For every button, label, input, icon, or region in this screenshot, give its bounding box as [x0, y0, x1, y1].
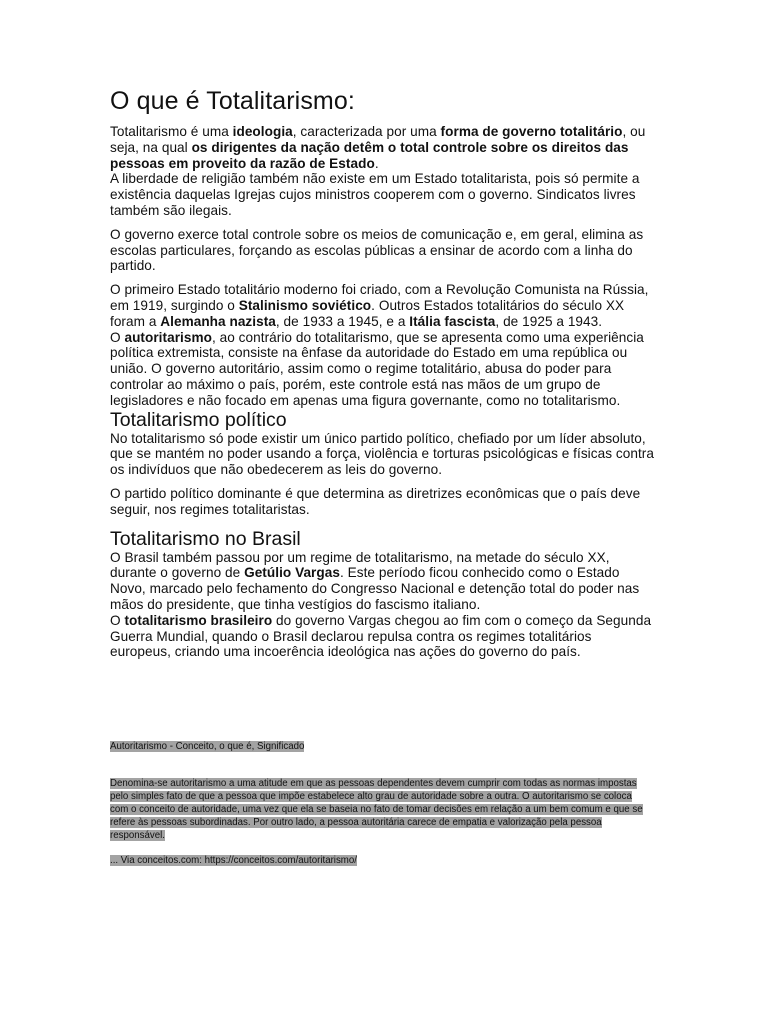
section-heading-politico: Totalitarismo político	[110, 408, 287, 431]
bold-term: Getúlio Vargas	[244, 565, 340, 581]
bold-term: forma de governo totalitário	[440, 124, 623, 139]
excerpt-source-link[interactable]: ... Via conceitos.com: https://conceitos.com/autoritarismo/	[110, 855, 357, 866]
intro-paragraph-2: A liberdade de religião também não existe em um Estado totalitarista, pois só permite a existência daquelas Igrejas cujos ministros cooperem com o governo. Sindicatos livres também são ilegais.	[110, 171, 640, 218]
bold-term: totalitarismo brasileiro	[124, 612, 273, 628]
bold-term: Stalinismo soviético	[238, 297, 372, 313]
intro-paragraph-5: O autoritarismo, ao contrário do totalitarismo, que se apresenta como uma experiência política extremista, consiste na ênfase da autoridade do Estado em uma república ou união. O governo autoritário, assim como o regime totalitário, abusa do poder para controlar ao máximo o país, porém, este controle está nas mãos de um grupo de legisladores e não focado em apenas uma figura governante, como no totalitarismo.	[110, 329, 644, 408]
section-heading-brasil: Totalitarismo no Brasil	[110, 527, 301, 550]
excerpt-source-block	[110, 854, 650, 867]
bold-term: Alemanha nazista	[160, 313, 276, 329]
bold-term: autoritarismo	[124, 329, 212, 345]
excerpt-title-block	[110, 740, 650, 753]
bold-term: os dirigentes da nação detêm o total controle sobre os direitos das pessoas em proveito da razão de Estado	[110, 139, 629, 171]
bold-term: Itália fascista	[409, 313, 496, 329]
brasil-paragraph-2: O totalitarismo brasileiro do governo Vargas chegou ao fim com o começo da Segunda Guerra Mundial, quando o Brasil declarou repulsa contra os regimes totalitários europeus, criando uma incoerência ideológica nas ações do governo do país.	[110, 612, 652, 660]
page-title: O que é Totalitarismo:	[110, 87, 355, 115]
intro-paragraph-3: O governo exerce total controle sobre os meios de comunicação e, em geral, elimina as escolas particulares, forçando as escolas públicas a ensinar de acordo com a linha do partido.	[110, 226, 644, 274]
politico-paragraph-1: No totalitarismo só pode existir um único partido político, chefiado por um líder absoluto, que se mantém no poder usando a força, violência e torturas psicológicas e físicas contra os indivíduos que não obedecerem as leis do governo.	[110, 430, 654, 478]
bold-term: ideologia	[232, 124, 293, 139]
politico-paragraph-2: O partido político dominante é que determina as diretrizes econômicas que o país deve seguir, nos regimes totalitaristas.	[110, 485, 641, 517]
excerpt-body-block	[110, 777, 650, 842]
excerpt-title: Autoritarismo - Conceito, o que é, Significado	[110, 741, 305, 752]
document-page	[110, 86, 655, 660]
brasil-paragraph-1: O Brasil também passou por um regime de totalitarismo, na metade do século XX, durante o governo de Getúlio Vargas. Este período ficou conhecido como o Estado Novo, marcado pelo fechamento do Congresso Nacional e detenção total do poder nas mãos do presidente, que tinha vestígios do fascismo italiano.	[110, 549, 640, 612]
intro-paragraph-1: Totalitarismo é uma ideologia, caracterizada por uma forma de governo totalitário, ou seja, na qual os dirigentes da nação detêm o total controle sobre os direitos das pessoas em proveito da razão de Estado.	[110, 124, 646, 171]
excerpt-body: Denomina-se autoritarismo a uma atitude em que as pessoas dependentes devem cumprir com todas as normas impostas pelo simples fato de que a pessoa que impõe estabelece alto grau de autoridade sobre a outra. O autoritarismo se coloca com o conceito de autoridade, uma vez que ela se baseia no fato de tomar decisões em relação a um bem comum e que se refere às pessoas subordinadas. Por outro lado, a pessoa autoritária carece de empatia e valorização pela pessoa responsável.	[110, 778, 643, 841]
intro-paragraph-4: O primeiro Estado totalitário moderno foi criado, com a Revolução Comunista na Rússia, em 1919, surgindo o Stalinismo soviético. Outros Estados totalitários do século XX foram a Alemanha nazista, de 1933 a 1945, e a Itália fascista, de 1925 a 1943.	[110, 282, 649, 329]
